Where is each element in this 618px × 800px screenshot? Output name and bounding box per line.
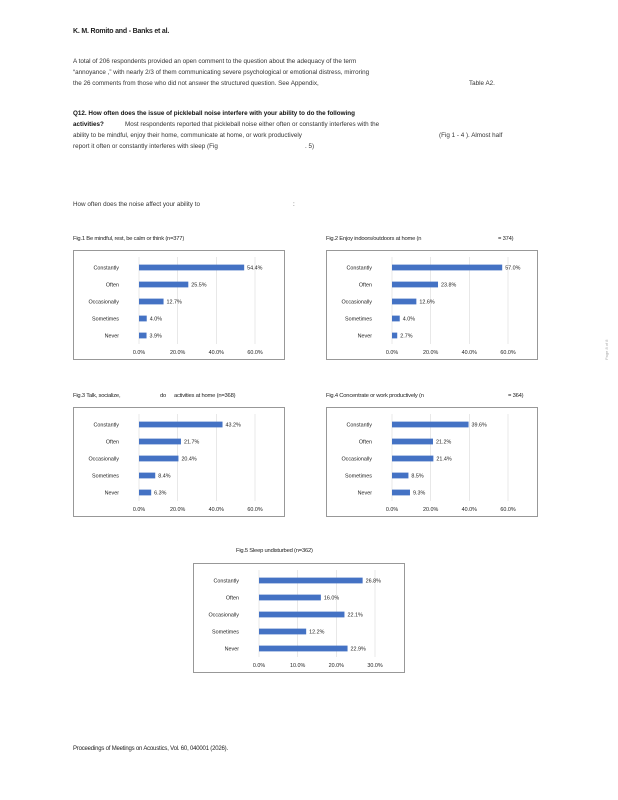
fig1-tick-label: 20.0% [170,350,186,356]
fig5-title: Fig.5 Sleep undisturbed (n=362) [236,548,313,554]
fig3-category-label: Never [104,490,119,497]
question-line [73,201,295,208]
fig2-value-label: 57.0% [505,265,521,272]
fig3-bar [139,439,181,445]
fig2-category-label: Occasionally [341,299,372,306]
fig3-title: Fig.3 Talk, socialize, do activities at home (n=368) [73,393,236,399]
fig4-tick-label: 20.0% [423,507,439,513]
fig2-value-label: 23.8% [441,282,457,289]
fig4-value-label: 9.3% [412,490,426,497]
q12-title-line-1: Q12. How often does the issue of pickleball noise interfere with your ability to do the following [73,110,355,117]
fig4-value-label: 8.5% [411,473,424,480]
intro-line-3: the 26 comments from those who did not answer the structured question. See Appendix, [73,80,319,87]
fig1-value-label: 3.9% [149,333,162,340]
fig3-value-label: 21.7% [183,439,200,446]
fig4-category-label: Constantly [346,422,372,429]
question-text: How often does the noise affect your ability to [73,201,200,208]
fig3-tick-label: 0.0% [132,507,146,513]
fig4-category-label: Never [357,490,372,497]
fig3-chart [73,407,285,517]
fig2-bar [392,265,502,271]
fig1-bar [139,282,188,288]
fig4-svg [326,407,538,517]
fig4-tick-label: 40.0% [461,507,477,513]
fig1-title: Fig.1 Be mindful, rest, be calm or think (n=377) [73,236,185,242]
fig2-category-label: Constantly [346,265,372,272]
fig4-value-label: 39.6% [471,422,487,429]
fig2-category-label: Sometimes [345,316,372,323]
fig3-value-label: 43.2% [225,422,241,429]
fig3-value-label: 20.4% [181,456,197,463]
fig4-bar [392,456,433,462]
fig3-tick-label: 60.0% [247,507,263,513]
q12-paragraph [73,108,553,164]
intro-paragraph [73,56,553,96]
fig1-category-label: Sometimes [92,316,119,323]
fig4-bar [392,473,408,479]
fig5-svg [193,563,405,673]
fig1-category-label: Constantly [93,265,119,272]
fig3-bar [139,473,155,479]
fig1-tick-label: 40.0% [208,350,224,356]
fig2-tick-label: 40.0% [461,350,477,356]
fig1-category-label: Occasionally [88,299,119,306]
fig1-bar [139,299,164,305]
fig5-value-label: 22.9% [350,646,366,653]
fig5-category-label: Sometimes [212,629,239,636]
question-colon: : [293,201,295,208]
fig2-title: Fig.2 Enjoy indoors/outdoors at home (n = 374) [326,236,514,242]
q12-title-line-2: activities? [73,121,104,128]
fig2-bar [392,333,397,339]
fig4-value-label: 21.4% [436,456,452,463]
fig2-value-label: 2.7% [400,333,413,340]
fig1-category-label: Often [105,282,119,289]
fig1-bar [139,265,244,271]
fig5-bar [259,578,363,584]
fig5-tick-label: 20.0% [328,663,344,669]
fig3-category-label: Constantly [93,422,119,429]
fig3-tick-label: 40.0% [208,507,224,513]
q12-fig-ref: (Fig 1 - 4 ). Almost half [439,132,503,139]
fig5-category-label: Never [224,646,239,653]
fig2-tick-label: 20.0% [423,350,439,356]
fig1-value-label: 54.4% [247,265,263,272]
running-head: K. M. Romito and - Banks et al. [73,28,170,35]
fig4-bar [392,490,410,496]
fig1-bar [139,333,147,339]
q12-body-line-1: Most respondents reported that pickleball noise either often or constantly interferes with the [125,121,380,128]
fig2-bar [392,282,438,288]
fig5-tick-label: 10.0% [290,663,306,669]
fig2-chart [326,250,538,360]
fig5-category-label: Occasionally [208,612,239,619]
fig5-bar [259,612,344,618]
fig2-tick-label: 0.0% [385,350,399,356]
fig4-category-label: Occasionally [341,456,372,463]
fig2-value-label: 4.0% [402,316,416,323]
fig2-bar [392,316,400,322]
fig1-value-label: 25.5% [191,282,207,289]
fig5-value-label: 12.2% [309,629,325,636]
fig3-svg [73,407,285,517]
fig3-bar [139,456,178,462]
side-page-mark: Page 8 of 8 [604,339,609,360]
fig2-value-label: 12.6% [419,299,435,306]
fig3-category-label: Often [105,439,119,446]
intro-line-2: “annoyance ,” with nearly 2/3 of them communicating severe psychological or emotional distress, mirroring [73,69,370,76]
fig4-title: Fig.4 Concentrate or work productively (n = 364) [326,393,524,399]
fig1-value-label: 4.0% [149,316,163,323]
fig1-bar [139,316,147,322]
fig5-category-label: Often [225,595,239,602]
fig5-chart [193,563,405,673]
fig5-tick-label: 30.0% [367,663,383,669]
intro-table-ref: Table A2. [469,80,495,87]
fig1-value-label: 12.7% [166,299,182,306]
q12-fig5-ref: . 5) [305,143,315,150]
q12-body-line-2: ability to be mindful, enjoy their home, communicate at home, or work productively [73,132,302,139]
fig4-value-label: 21.2% [435,439,452,446]
fig2-category-label: Never [357,333,372,340]
fig1-category-label: Never [104,333,119,340]
fig5-bar [259,646,348,652]
fig5-tick-label: 0.0% [252,663,266,669]
fig5-bar [259,595,321,601]
fig2-bar [392,299,416,305]
fig2-svg [326,250,538,360]
fig1-tick-label: 60.0% [247,350,263,356]
fig5-value-label: 22.1% [347,612,363,619]
fig5-category-label: Constantly [213,578,239,585]
fig4-tick-label: 60.0% [500,507,516,513]
fig3-category-label: Sometimes [92,473,119,480]
fig3-category-label: Occasionally [88,456,119,463]
fig1-svg [73,250,285,360]
fig4-chart [326,407,538,517]
fig3-bar [139,422,223,428]
fig5-bar [259,629,306,635]
fig1-chart [73,250,285,360]
q12-body-line-3: report it often or constantly interferes with sleep (Fig [73,143,218,150]
fig5-value-label: 26.8% [365,578,381,585]
fig3-value-label: 8.4% [158,473,171,480]
fig2-category-label: Often [358,282,372,289]
fig3-bar [139,490,151,496]
fig3-tick-label: 20.0% [170,507,186,513]
fig4-bar [392,439,433,445]
fig4-category-label: Sometimes [345,473,372,480]
footer-citation: Proceedings of Meetings on Acoustics, Vol. 60, 040001 (2026). [73,746,228,752]
fig4-bar [392,422,469,428]
fig1-tick-label: 0.0% [132,350,146,356]
fig3-value-label: 6.3% [154,490,167,497]
fig5-value-label: 16.0% [323,595,340,602]
intro-line-1: A total of 206 respondents provided an open comment to the question about the adequacy of the term [73,58,357,65]
fig4-category-label: Often [358,439,372,446]
fig2-tick-label: 60.0% [500,350,516,356]
fig4-tick-label: 0.0% [385,507,399,513]
